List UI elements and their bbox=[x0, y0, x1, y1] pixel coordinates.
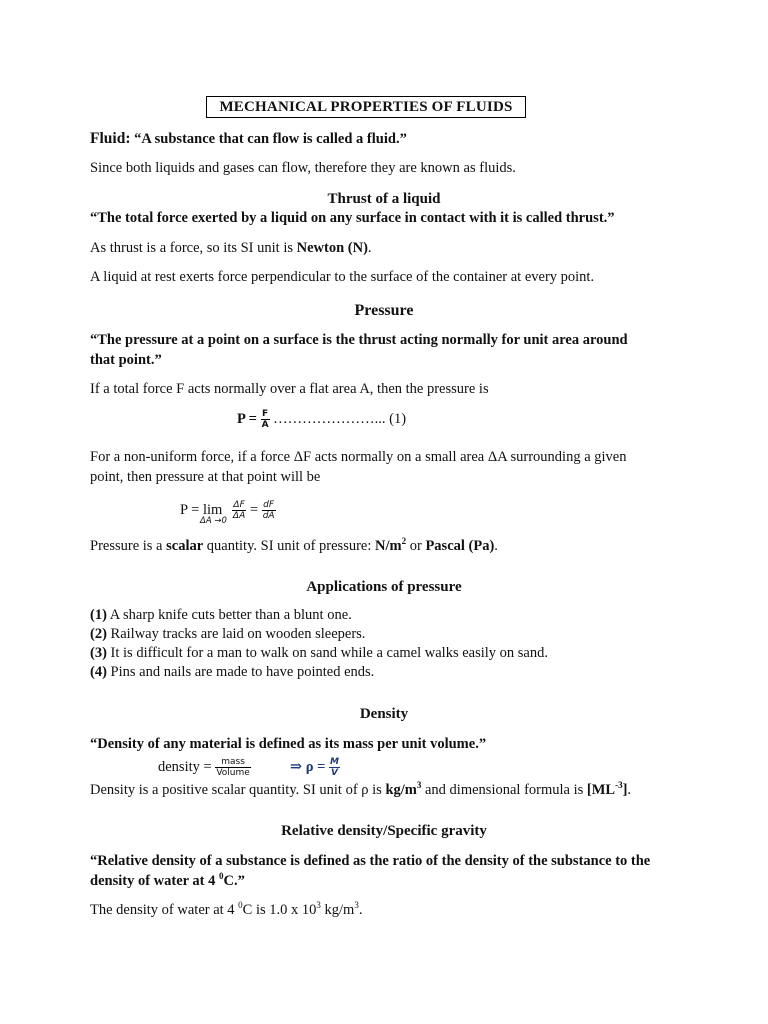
fluid-definition-line bbox=[90, 129, 407, 150]
application-item-1 bbox=[90, 606, 352, 626]
eq2-denominator-2: dA bbox=[262, 511, 275, 521]
density-dim-sup: -3 bbox=[615, 780, 623, 791]
density-unit: kg/m bbox=[385, 782, 417, 798]
thrust-note: A liquid at rest exerts force perpendicular to the surface of the container at every point. bbox=[90, 269, 595, 285]
rd-def-post: C.” bbox=[223, 873, 245, 889]
density-denominator: Volume bbox=[216, 768, 250, 778]
eq2-numerator-1: ΔF bbox=[233, 500, 245, 510]
density-definition: “Density of any material is defined as its mass per unit volume.” bbox=[90, 736, 487, 752]
pressure-unit-end: . bbox=[494, 538, 498, 554]
density-fraction bbox=[215, 757, 250, 778]
relative-density-definition-2 bbox=[90, 872, 245, 892]
eq1-numerator: F bbox=[261, 409, 269, 419]
pressure-unit-pascal: Pascal (Pa) bbox=[425, 538, 495, 554]
thrust-heading: Thrust of a liquid bbox=[327, 191, 441, 207]
pressure-heading: Pressure bbox=[354, 302, 414, 319]
density-unit-sup: 3 bbox=[416, 780, 422, 791]
pressure-scalar-line bbox=[90, 537, 498, 557]
density-rho-equation bbox=[290, 757, 340, 778]
rd-def-pre: density of water at 4 bbox=[90, 873, 220, 889]
eq1-denominator: A bbox=[261, 420, 269, 430]
eq2-equals: = bbox=[249, 501, 259, 518]
pressure-unit-nm2: N/m bbox=[375, 538, 402, 554]
application-text-1: A sharp knife cuts better than a blunt one. bbox=[106, 607, 352, 623]
thrust-unit-suffix: . bbox=[367, 240, 372, 256]
density-heading: Density bbox=[359, 706, 409, 722]
rd-def-sup: 0 bbox=[219, 871, 224, 882]
pressure-intro: If a total force F acts normally over a flat area A, then the pressure is bbox=[90, 381, 489, 397]
pressure-unit-sup: 2 bbox=[401, 536, 407, 547]
pressure-equation-1 bbox=[237, 409, 406, 430]
application-text-4: Pins and nails are made to have pointed ends. bbox=[106, 664, 375, 680]
density-note-line bbox=[90, 781, 631, 801]
rho-numerator: M bbox=[330, 757, 340, 767]
density-note-1: Density is a positive scalar quantity. SI unit of ρ is bbox=[90, 782, 386, 798]
document-title: MECHANICAL PROPERTIES OF FLUIDS bbox=[206, 96, 526, 118]
thrust-unit: Newton (N) bbox=[296, 240, 368, 256]
eq2-limit-subscript: ΔA →0 bbox=[200, 516, 227, 526]
density-numerator: mass bbox=[215, 757, 250, 768]
water-text-3: kg/m bbox=[320, 902, 355, 918]
pressure-definition-1: “The pressure at a point on a surface is the thrust acting normally for unit area around bbox=[90, 332, 628, 348]
density-equation bbox=[158, 757, 251, 778]
thrust-unit-prefix: As thrust is a force, so its SI unit is bbox=[90, 240, 297, 256]
eq1-lhs: P = bbox=[237, 410, 261, 427]
nonuniform-line-1: For a non-uniform force, if a force ΔF acts normally on a small area ΔA surrounding a given bbox=[90, 449, 627, 465]
thrust-definition: “The total force exerted by a liquid on any surface in contact with it is called thrust.” bbox=[90, 210, 615, 226]
rho-denominator: V bbox=[331, 768, 339, 778]
application-num-1: (1) bbox=[90, 607, 107, 623]
pressure-unit-or: or bbox=[406, 538, 426, 554]
water-sup-3: 3 bbox=[354, 900, 359, 911]
eq1-tail: …………………... (1) bbox=[269, 410, 407, 427]
fluid-note: Since both liquids and gases can flow, therefore they are known as fluids. bbox=[90, 160, 516, 176]
application-num-3: (3) bbox=[90, 645, 107, 661]
application-num-2: (2) bbox=[90, 626, 107, 642]
rho-fraction bbox=[329, 757, 340, 778]
rho-eq-lhs: ⇒ ρ = bbox=[290, 758, 330, 775]
water-text-2: C is 1.0 x 10 bbox=[242, 902, 317, 918]
water-sup-1: 0 bbox=[238, 900, 243, 911]
application-item-3 bbox=[90, 644, 548, 664]
eq2-fraction-1 bbox=[232, 500, 246, 521]
scalar-bold: scalar bbox=[166, 538, 204, 554]
water-density-line bbox=[90, 901, 362, 921]
pressure-definition-2: that point.” bbox=[90, 352, 162, 368]
application-item-2 bbox=[90, 625, 365, 645]
pressure-equation-2 bbox=[180, 500, 276, 521]
nonuniform-line-2: point, then pressure at that point will be bbox=[90, 469, 321, 485]
eq2-denominator-1: ΔA bbox=[232, 511, 246, 521]
relative-density-heading: Relative density/Specific gravity bbox=[281, 823, 487, 839]
thrust-unit-line bbox=[90, 239, 372, 259]
relative-density-definition-1: “Relative density of a substance is defined as the ratio of the density of the substance to the bbox=[90, 853, 651, 869]
eq2-lhs: P = lim bbox=[180, 501, 223, 518]
water-text-1: The density of water at 4 bbox=[90, 902, 239, 918]
eq2-fraction-2 bbox=[262, 500, 276, 521]
density-note-end: . bbox=[627, 782, 632, 798]
eq1-fraction bbox=[261, 409, 270, 430]
density-dim: [ML bbox=[586, 782, 616, 798]
application-num-4: (4) bbox=[90, 664, 107, 680]
application-item-4 bbox=[90, 663, 374, 683]
density-eq-lhs: density = bbox=[158, 758, 216, 775]
water-sup-2: 3 bbox=[316, 900, 321, 911]
density-dim-end: ] bbox=[622, 782, 628, 798]
scalar-text-1: Pressure is a bbox=[90, 538, 167, 554]
application-text-2: Railway tracks are laid on wooden sleepers. bbox=[106, 626, 366, 642]
fluid-definition: “A substance that can flow is called a fluid.” bbox=[134, 131, 407, 147]
applications-heading: Applications of pressure bbox=[306, 579, 462, 595]
eq2-numerator-2: dF bbox=[263, 500, 275, 510]
scalar-text-2: quantity. SI unit of pressure: bbox=[203, 538, 375, 554]
application-text-3: It is difficult for a man to walk on sand while a camel walks easily on sand. bbox=[106, 645, 548, 661]
density-note-2: and dimensional formula is bbox=[421, 782, 587, 798]
fluid-term: Fluid: bbox=[90, 130, 131, 147]
water-text-4: . bbox=[358, 902, 363, 918]
